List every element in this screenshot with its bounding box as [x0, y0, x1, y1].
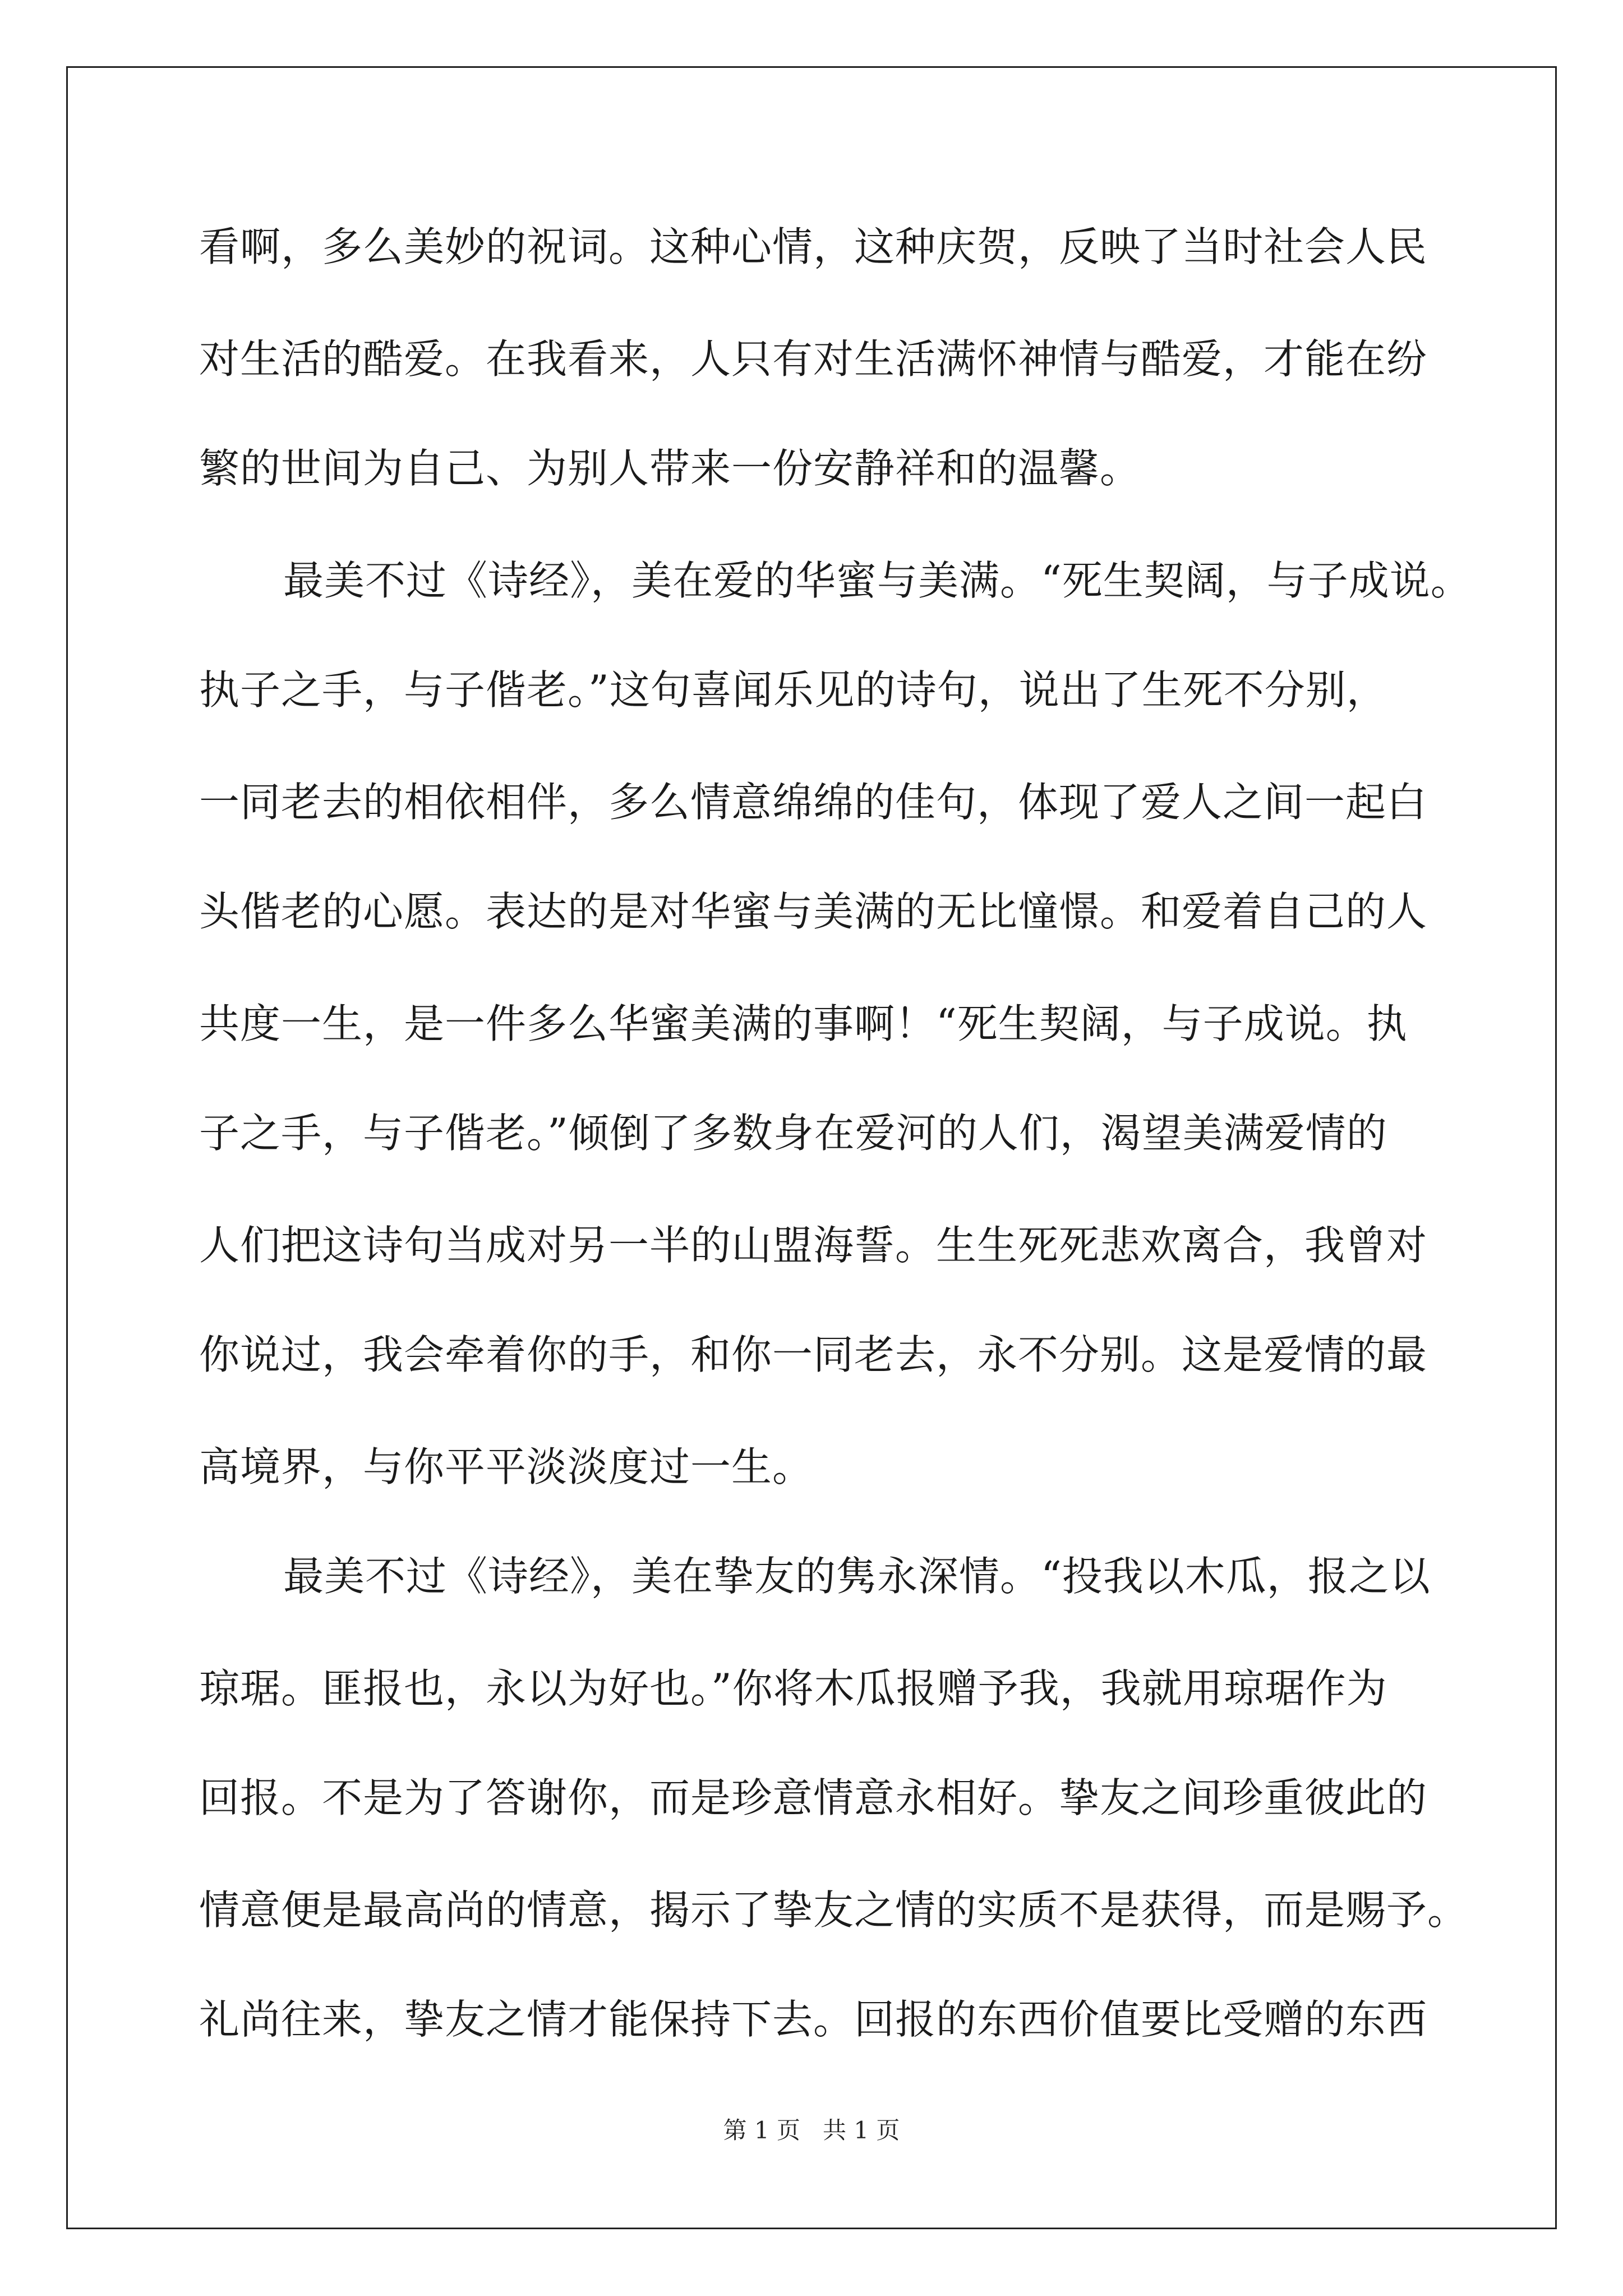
paragraph-start-line: 最美不过《诗经》，美在挚友的隽永深情。“投我以木瓜，报之以 — [283, 1553, 1431, 1600]
page-number: 第 1 页 — [723, 2116, 800, 2144]
text-line: 对生活的酷爱。在我看来，人只有对生活满怀神情与酷爱，才能在纷 — [199, 335, 1428, 383]
text-line: 头偕老的心愿。表达的是对华蜜与美满的无比憧憬。和爱着自己的人 — [199, 888, 1428, 935]
text-line: 一同老去的相依相伴，多么情意绵绵的佳句，体现了爱人之间一起白 — [199, 779, 1428, 826]
text-line: 高境界，与你平平淡淡度过一生。 — [199, 1443, 814, 1490]
text-line: 礼尚往来，挚友之情才能保持下去。回报的东西价值要比受赠的东西 — [199, 1996, 1428, 2043]
page-footer — [0, 2114, 1623, 2147]
text-line: 回报。不是为了答谢你，而是珍意情意永相好。挚友之间珍重彼此的 — [199, 1774, 1428, 1821]
text-line: 人们把这诗句当成对另一半的山盟海誓。生生死死悲欢离合，我曾对 — [199, 1222, 1428, 1269]
text-line: 情意便是最高尚的情意，揭示了挚友之情的实质不是获得，而是赐予。 — [199, 1887, 1469, 1934]
text-line: 共度一生，是一件多么华蜜美满的事啊！“死生契阔，与子成说。执 — [199, 1000, 1408, 1047]
paragraph-start-line: 最美不过《诗经》，美在爱的华蜜与美满。“死生契阔，与子成说。 — [283, 557, 1472, 604]
text-line: 繁的世间为自己、为别人带来一份安静祥和的温馨。 — [199, 445, 1141, 492]
text-line: 你说过，我会牵着你的手，和你一同老去，永不分别。这是爱情的最 — [199, 1331, 1428, 1378]
text-line: 子之手，与子偕老。”倾倒了多数身在爱河的人们，渴望美满爱情的 — [199, 1110, 1387, 1157]
text-line: 看啊，多么美妙的祝词。这种心情，这种庆贺，反映了当时社会人民 — [199, 223, 1428, 270]
text-line: 琼琚。匪报也，永以为好也。”你将木瓜报赠予我，我就用琼琚作为 — [199, 1665, 1387, 1712]
text-line: 执子之手，与子偕老。”这句喜闻乐见的诗句，说出了生死不分别， — [199, 666, 1387, 714]
page-total: 共 1 页 — [823, 2116, 900, 2144]
